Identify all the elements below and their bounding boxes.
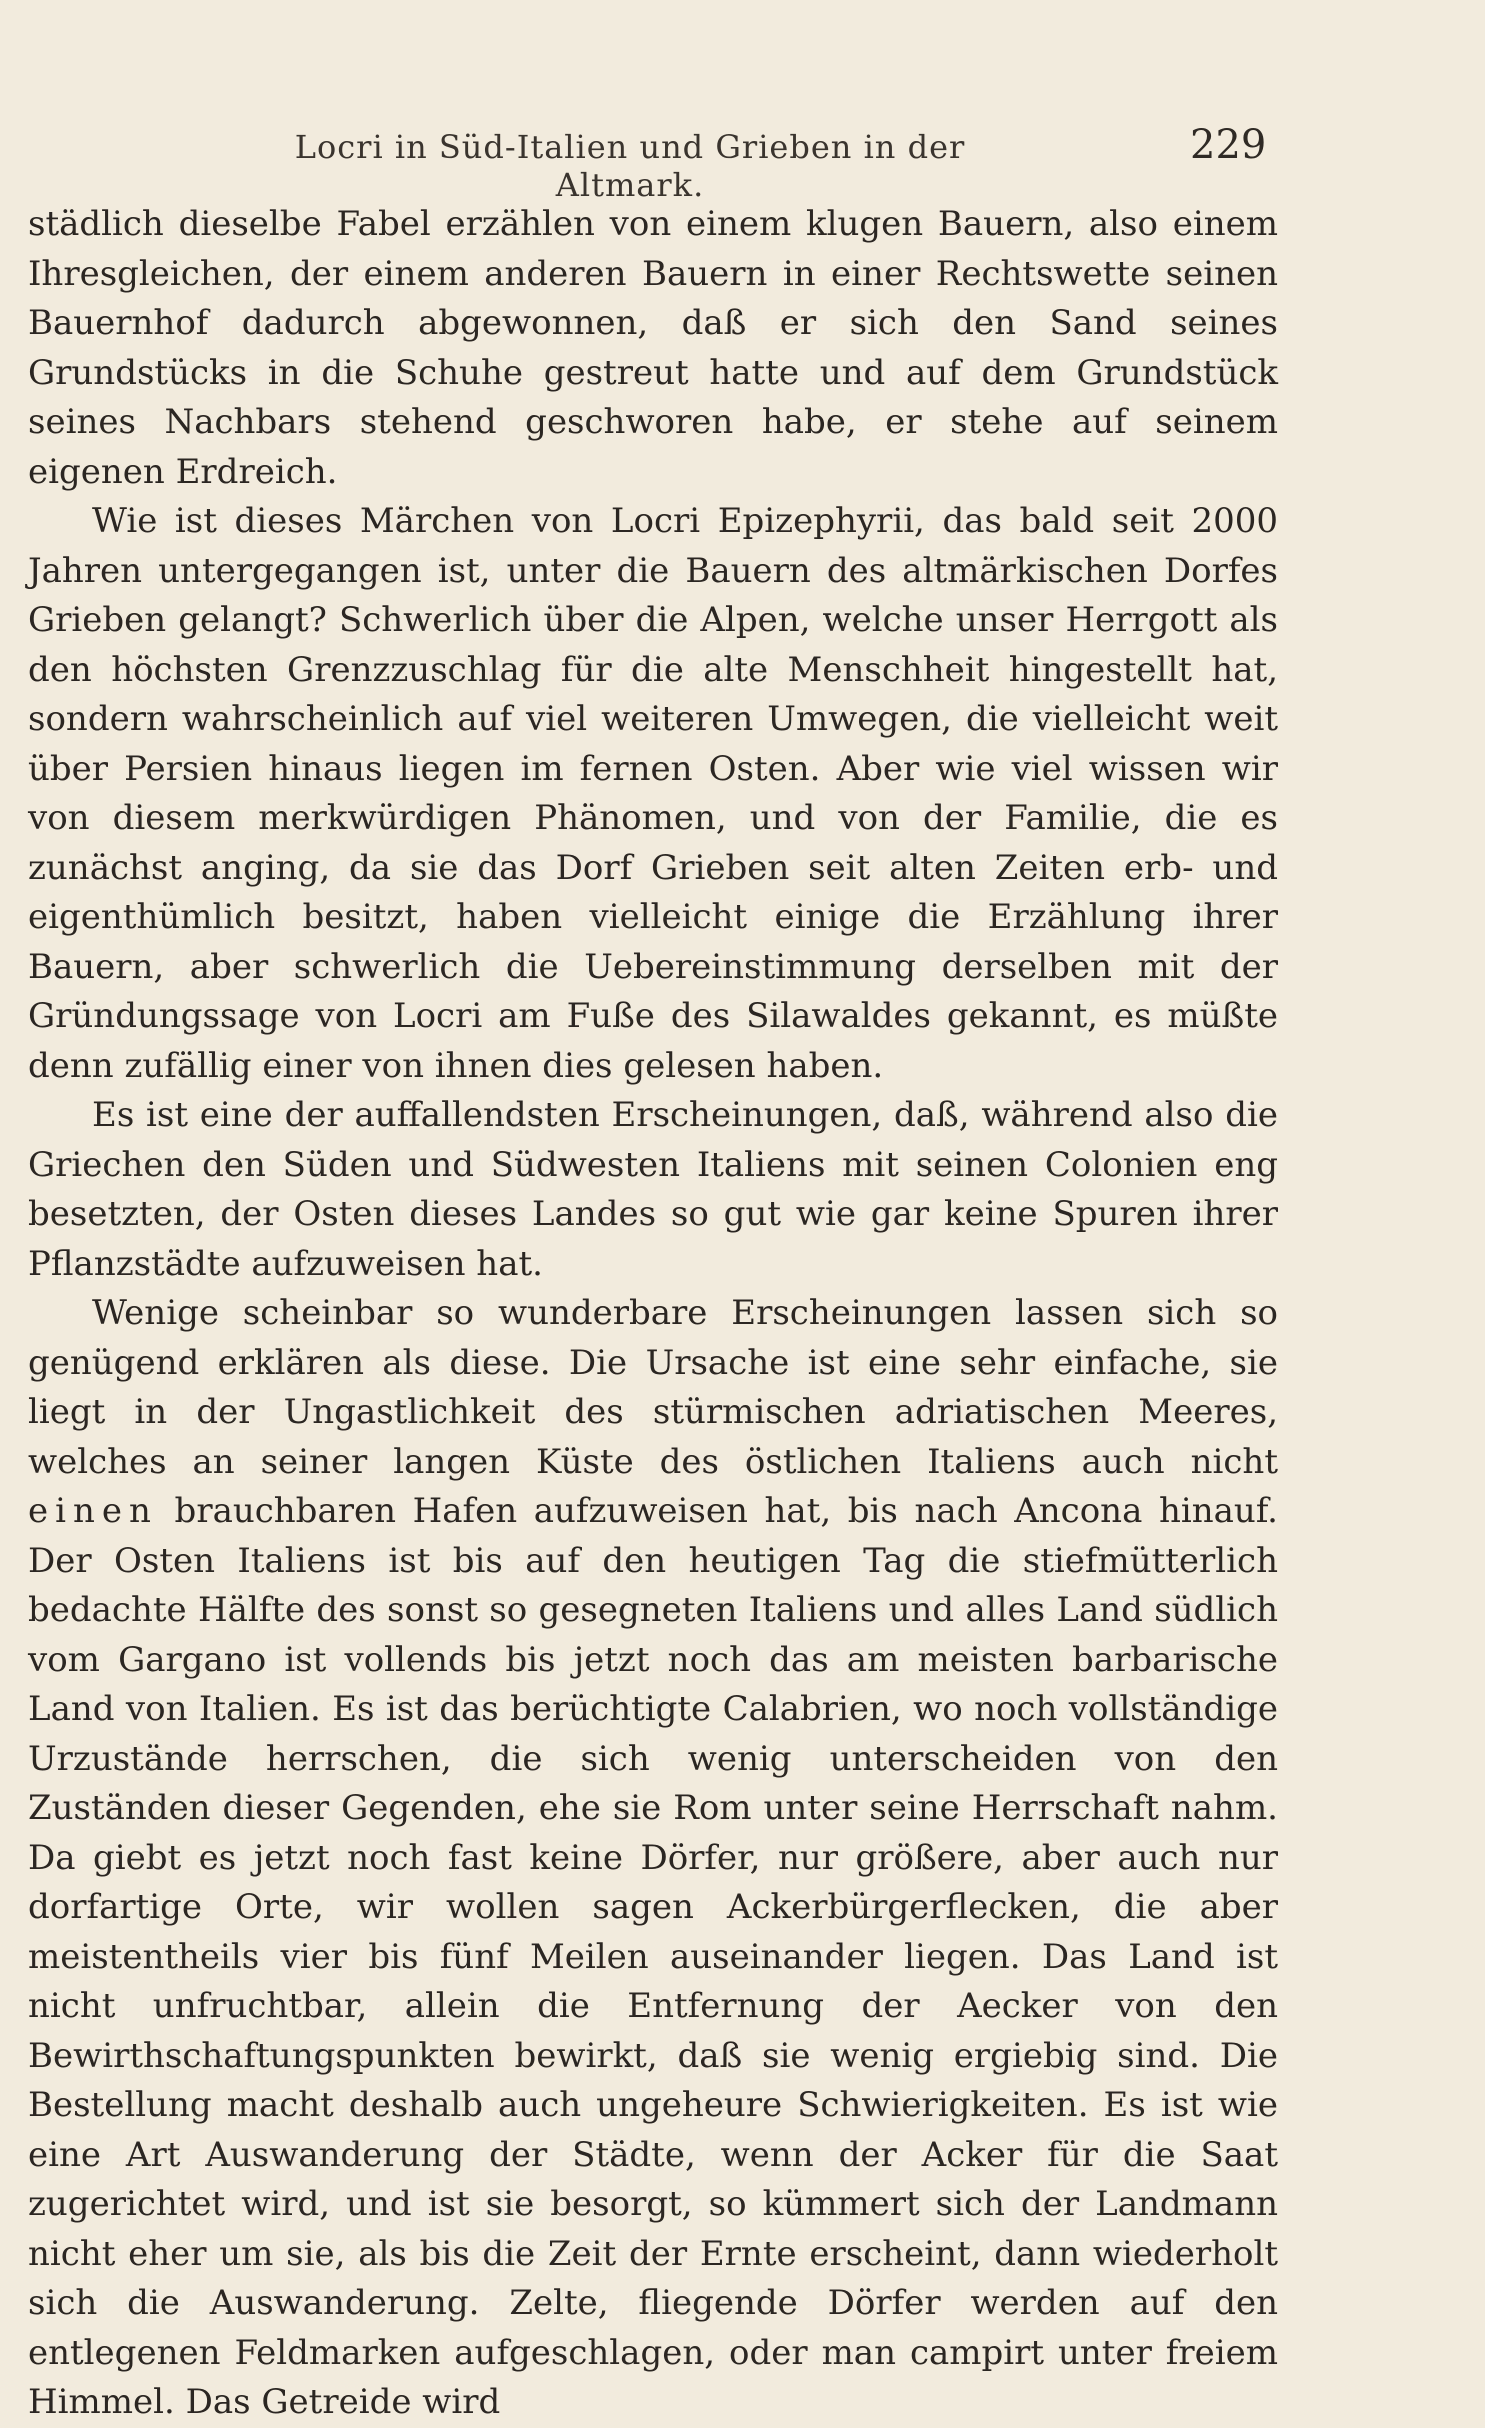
running-head — [0, 118, 1485, 204]
page-number: 229 — [1190, 122, 1267, 168]
paragraph-text: Wenige scheinbar so wunderbare Erscheinungen lassen sich so genügend erklären als diese. Die Ursache ist eine sehr einfache, sie liegt in der Ungastlichkeit des stürmischen adriatischen Meeres, welches an seiner langen Küste des östlichen Italiens auch nicht — [28, 1293, 1278, 1482]
paragraph-continuation: städlich dieselbe Fabel erzählen von einem klugen Bauern, also einem Ihresgleichen, der einem anderen Bauern in einer Rechtswette seinen Bauernhof dadurch abgewonnen, daß er sich den Sand seines Grundstücks in die Schuhe gestreut hatte und auf dem Grundstück seines Nachbars stehend geschworen habe, er stehe auf seinem eigenen Erdreich. — [28, 204, 1278, 492]
paragraph-text: brauchbaren Hafen aufzuweisen hat, bis nach Ancona hinauf. Der Osten Italiens ist bis auf den heutigen Tag die stiefmütterlich bedachte Hälfte des sonst so gesegneten Italiens und alles Land südlich vom Gargano ist vollends bis jetzt noch das am meisten barbarische Land von Italien. Es ist das berüchtigte Calabrien, wo noch vollständige Urzustände herrschen, die sich wenig unterscheiden von den Zuständen dieser Gegenden, ehe sie Rom unter seine Herrschaft nahm. Da giebt es jetzt noch fast keine Dörfer, nur größere, aber auch nur dorfartige Orte, wir wollen sagen Ackerbürgerflecken, die aber meistentheils vier bis fünf Meilen auseinander liegen. Das Land ist nicht unfruchtbar, allein die Entfernung der Aecker von den Bewirthschaftungspunkten bewirkt, daß sie wenig ergiebig sind. Die Bestellung macht deshalb auch ungeheure Schwierigkeiten. Es ist wie eine Art Auswanderung der Städte, wenn der Acker für die Saat zugerichtet wird, und ist sie besorgt, so kümmert sich der Landmann nicht eher um sie, als bis die Zeit der Ernte erscheint, dann wiederholt sich die Auswanderung. Zelte, fliegende Dörfer werden auf den entlegenen Feldmarken aufgeschlagen, oder man campirt unter freiem Himmel. Das Getreide wird — [28, 1491, 1278, 2422]
paragraph — [28, 1289, 1278, 2428]
body-text — [28, 200, 1278, 2428]
paragraph: Es ist eine der auffallendsten Erscheinungen, daß, während also die Griechen den Süden und Südwesten Italiens mit seinen Colonien eng besetzten, der Osten dieses Landes so gut wie gar keine Spuren ihrer Pflanzstädte aufzuweisen hat. — [28, 1095, 1278, 1284]
paragraph: Wie ist dieses Märchen von Locri Epizephyrii, das bald seit 2000 Jahren untergegangen ist, unter die Bauern des altmärkischen Dorfes Grieben gelangt? Schwerlich über die Alpen, welche unser Herrgott als den höchsten Grenzzuschlag für die alte Menschheit hingestellt hat, sondern wahrscheinlich auf viel weiteren Umwegen, die vielleicht weit über Persien hinaus liegen im fernen Osten. Aber wie viel wissen wir von diesem merkwürdigen Phänomen, und von der Familie, die es zunächst anging, da sie das Dorf Grieben seit alten Zeiten erb- und eigenthümlich besitzt, haben vielleicht einige die Erzählung ihrer Bauern, aber schwerlich die Uebereinstimmung derselben mit der Gründungssage von Locri am Fuße des Silawaldes gekannt, es müßte denn zufällig einer von ihnen dies gelesen haben. — [28, 501, 1278, 1086]
running-title: Locri in Süd-Italien und Grieben in der Altmark. — [294, 128, 966, 204]
emphasized-word: einen — [28, 1491, 158, 1531]
